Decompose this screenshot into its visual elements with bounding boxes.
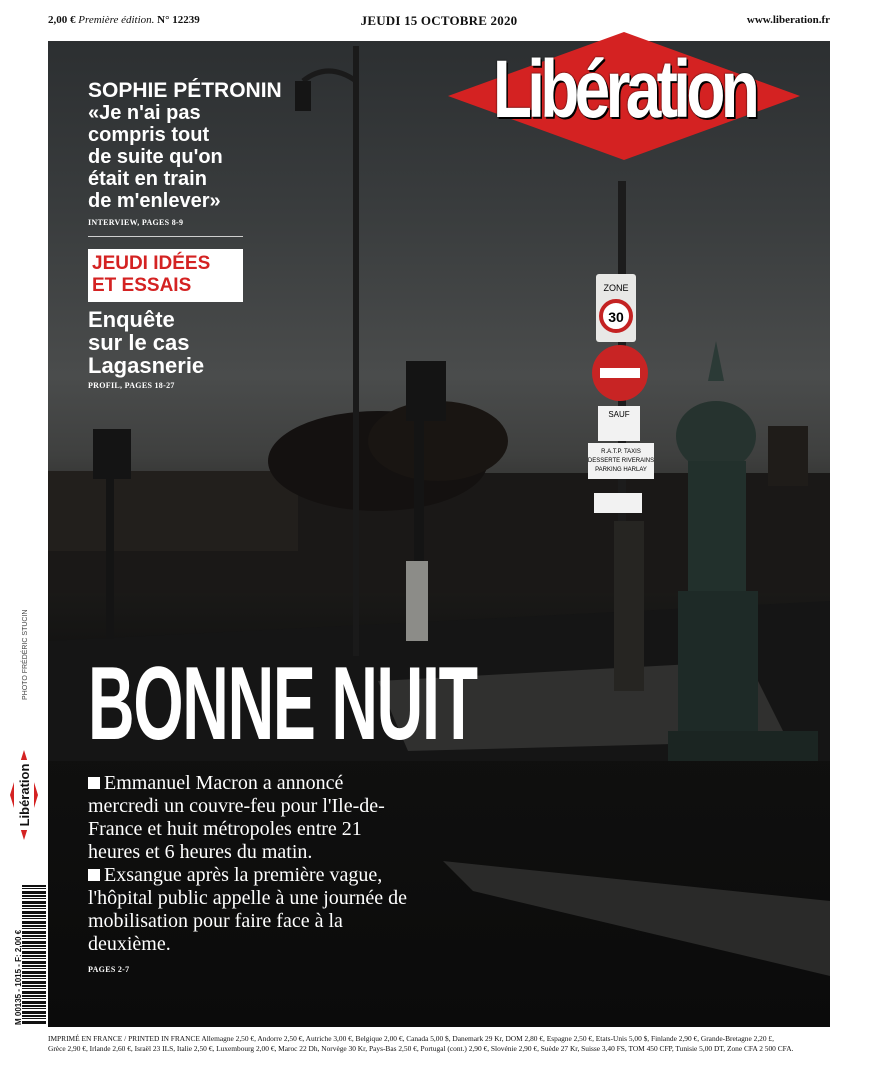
teaser-page-ref: PROFIL, PAGES 18-27	[88, 381, 175, 390]
divider	[88, 236, 243, 237]
teaser-head-line: Lagasnerie	[88, 353, 205, 378]
bullet-square-icon	[88, 777, 100, 789]
lead-paragraph: Emmanuel Macron a annoncé mercredi un couvre-feu pour l'Ile-de-France et huit métropoles entre 21 heures et 6 heures du matin.	[88, 772, 385, 863]
logo-text: Libération	[492, 44, 756, 135]
spine-logo-icon	[10, 750, 38, 840]
teaser-quote-line: de suite qu'on	[88, 146, 223, 168]
teaser-quote-line: compris tout	[88, 124, 210, 146]
svg-text:Libération: Libération	[17, 763, 32, 827]
zone-sign-text: ZONE	[603, 283, 629, 293]
section-tag-line: ET ESSAIS	[92, 275, 192, 296]
lead-text	[88, 772, 418, 981]
teaser-head-line: sur le cas	[88, 330, 190, 355]
liberation-logo	[440, 32, 808, 160]
teaser-page-ref: INTERVIEW, PAGES 8-9	[88, 218, 184, 227]
teaser-quote-line: «Je n'ai pas	[88, 102, 201, 124]
sign-line-3: PARKING HARLAY	[595, 467, 647, 473]
bullet-square-icon	[88, 869, 100, 881]
teaser-quote-line: de m'enlever»	[88, 190, 221, 212]
sign-line-2: DESSERTE RIVERAINS	[587, 458, 655, 464]
sauf-sign-text: SAUF	[608, 410, 630, 419]
teaser-name: SOPHIE PÉTRONIN	[88, 79, 282, 102]
speed-limit-text: 30	[608, 309, 624, 325]
barcode-text: M 00135 - 1015 - F: 2,00 €	[14, 929, 23, 1025]
cover-price: 2,00 € Première édition. N° 12239	[48, 14, 200, 26]
section-tag	[88, 249, 243, 302]
issue-date: JEUDI 15 OCTOBRE 2020	[360, 13, 518, 28]
masthead-bar	[48, 10, 830, 34]
teaser-quote-line: était en train	[88, 168, 207, 190]
foreign-prices	[48, 1034, 834, 1054]
foreign-prices-line: IMPRIMÉ EN FRANCE / PRINTED IN FRANCE Allemagne 2,50 €, Andorre 2,50 €, Autriche 3,00 €, Belgique 2,00 €, Canada 5,00 $, Danemark 29 Kr, DOM 2,80 €, Espagne 2,50 €, Etats-Unis 5,00 $, Finlande 2,90 €, Grande-Bretagne 2,20 £,	[48, 1034, 774, 1043]
foreign-prices-line: Grèce 2,90 €, Irlande 2,60 €, Israël 23 ILS, Italie 2,50 €, Luxembourg 2,00 €, Maroc 22 Dh, Norvège 30 Kr, Pays-Bas 2,50 €, Portugal (cont.) 2,90 €, Slovénie 2,90 €, Suède 27 Kr, Suisse 3,40 FS, TOM 450 CFP, Tunisie 5,00 DT, Zone CFA 2 500 CFA.	[48, 1044, 794, 1053]
sign-line-1: R.A.T.P. TAXIS	[601, 449, 641, 455]
barcode	[22, 885, 46, 1025]
teaser-head-line: Enquête	[88, 307, 175, 332]
website-url: www.liberation.fr	[746, 14, 830, 26]
main-headline: BONNE NUIT	[88, 646, 477, 762]
lead-paragraph: Exsangue après la première vague, l'hôpital public appelle à une journée de mobilisation pour faire face à la deuxième.	[88, 864, 408, 955]
teaser-petronin	[88, 80, 288, 227]
teaser-lagasnerie	[88, 308, 288, 390]
photo-credit: PHOTO FRÉDÉRIC STUCIN	[22, 609, 29, 700]
section-tag-line: JEUDI IDÉES	[92, 253, 211, 274]
lead-page-ref: PAGES 2-7	[88, 965, 130, 974]
